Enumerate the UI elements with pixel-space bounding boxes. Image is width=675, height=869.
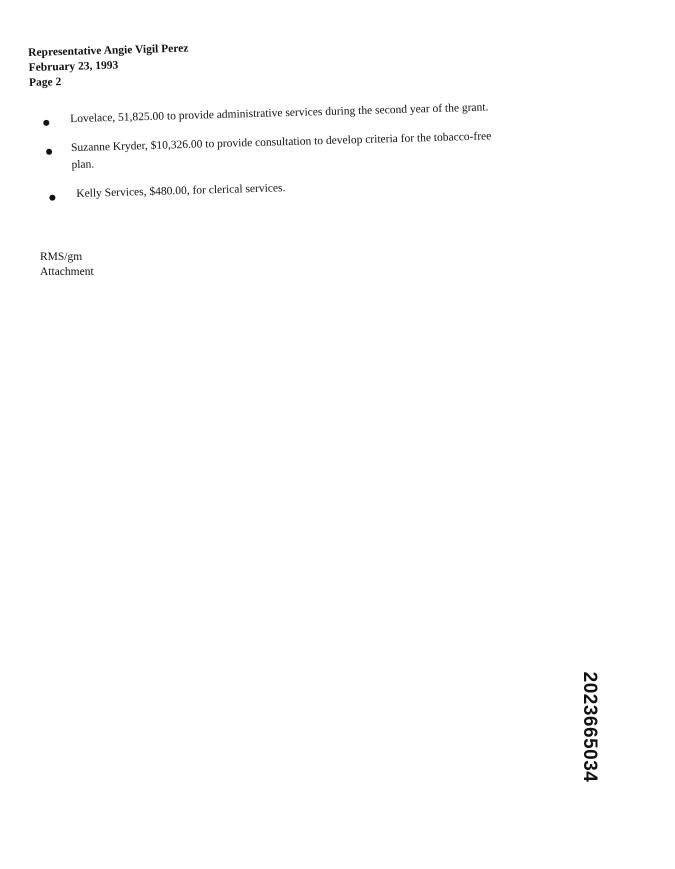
list-item [40, 99, 510, 129]
letter-header [28, 42, 189, 91]
page-number: Page 2 [28, 76, 62, 89]
bullet-icon [43, 120, 49, 126]
list-item-text: Lovelace, 51,825.00 to provide administrative services during the second year of the grant. [70, 101, 489, 126]
document-number: 2023665034 [579, 671, 600, 783]
list-item-text: Suzanne Kryder, $10,326.00 to provide consultation to develop criteria for the tobacco-free plan. [70, 130, 492, 172]
typist-initials: RMS/gm [40, 251, 83, 263]
letter-footer [40, 250, 94, 280]
list-item [41, 128, 512, 175]
bullet-icon [49, 195, 55, 201]
date-line: February 23, 1993 [28, 59, 119, 74]
list-item-text: Kelly Services, $480.00, for clerical services. [76, 182, 286, 201]
list-item [42, 174, 512, 204]
bullet-list [40, 99, 513, 216]
recipient-line: Representative Angie Vigil Perez [28, 42, 189, 59]
bullet-icon [46, 149, 52, 155]
attachment-note: Attachment [40, 266, 94, 278]
